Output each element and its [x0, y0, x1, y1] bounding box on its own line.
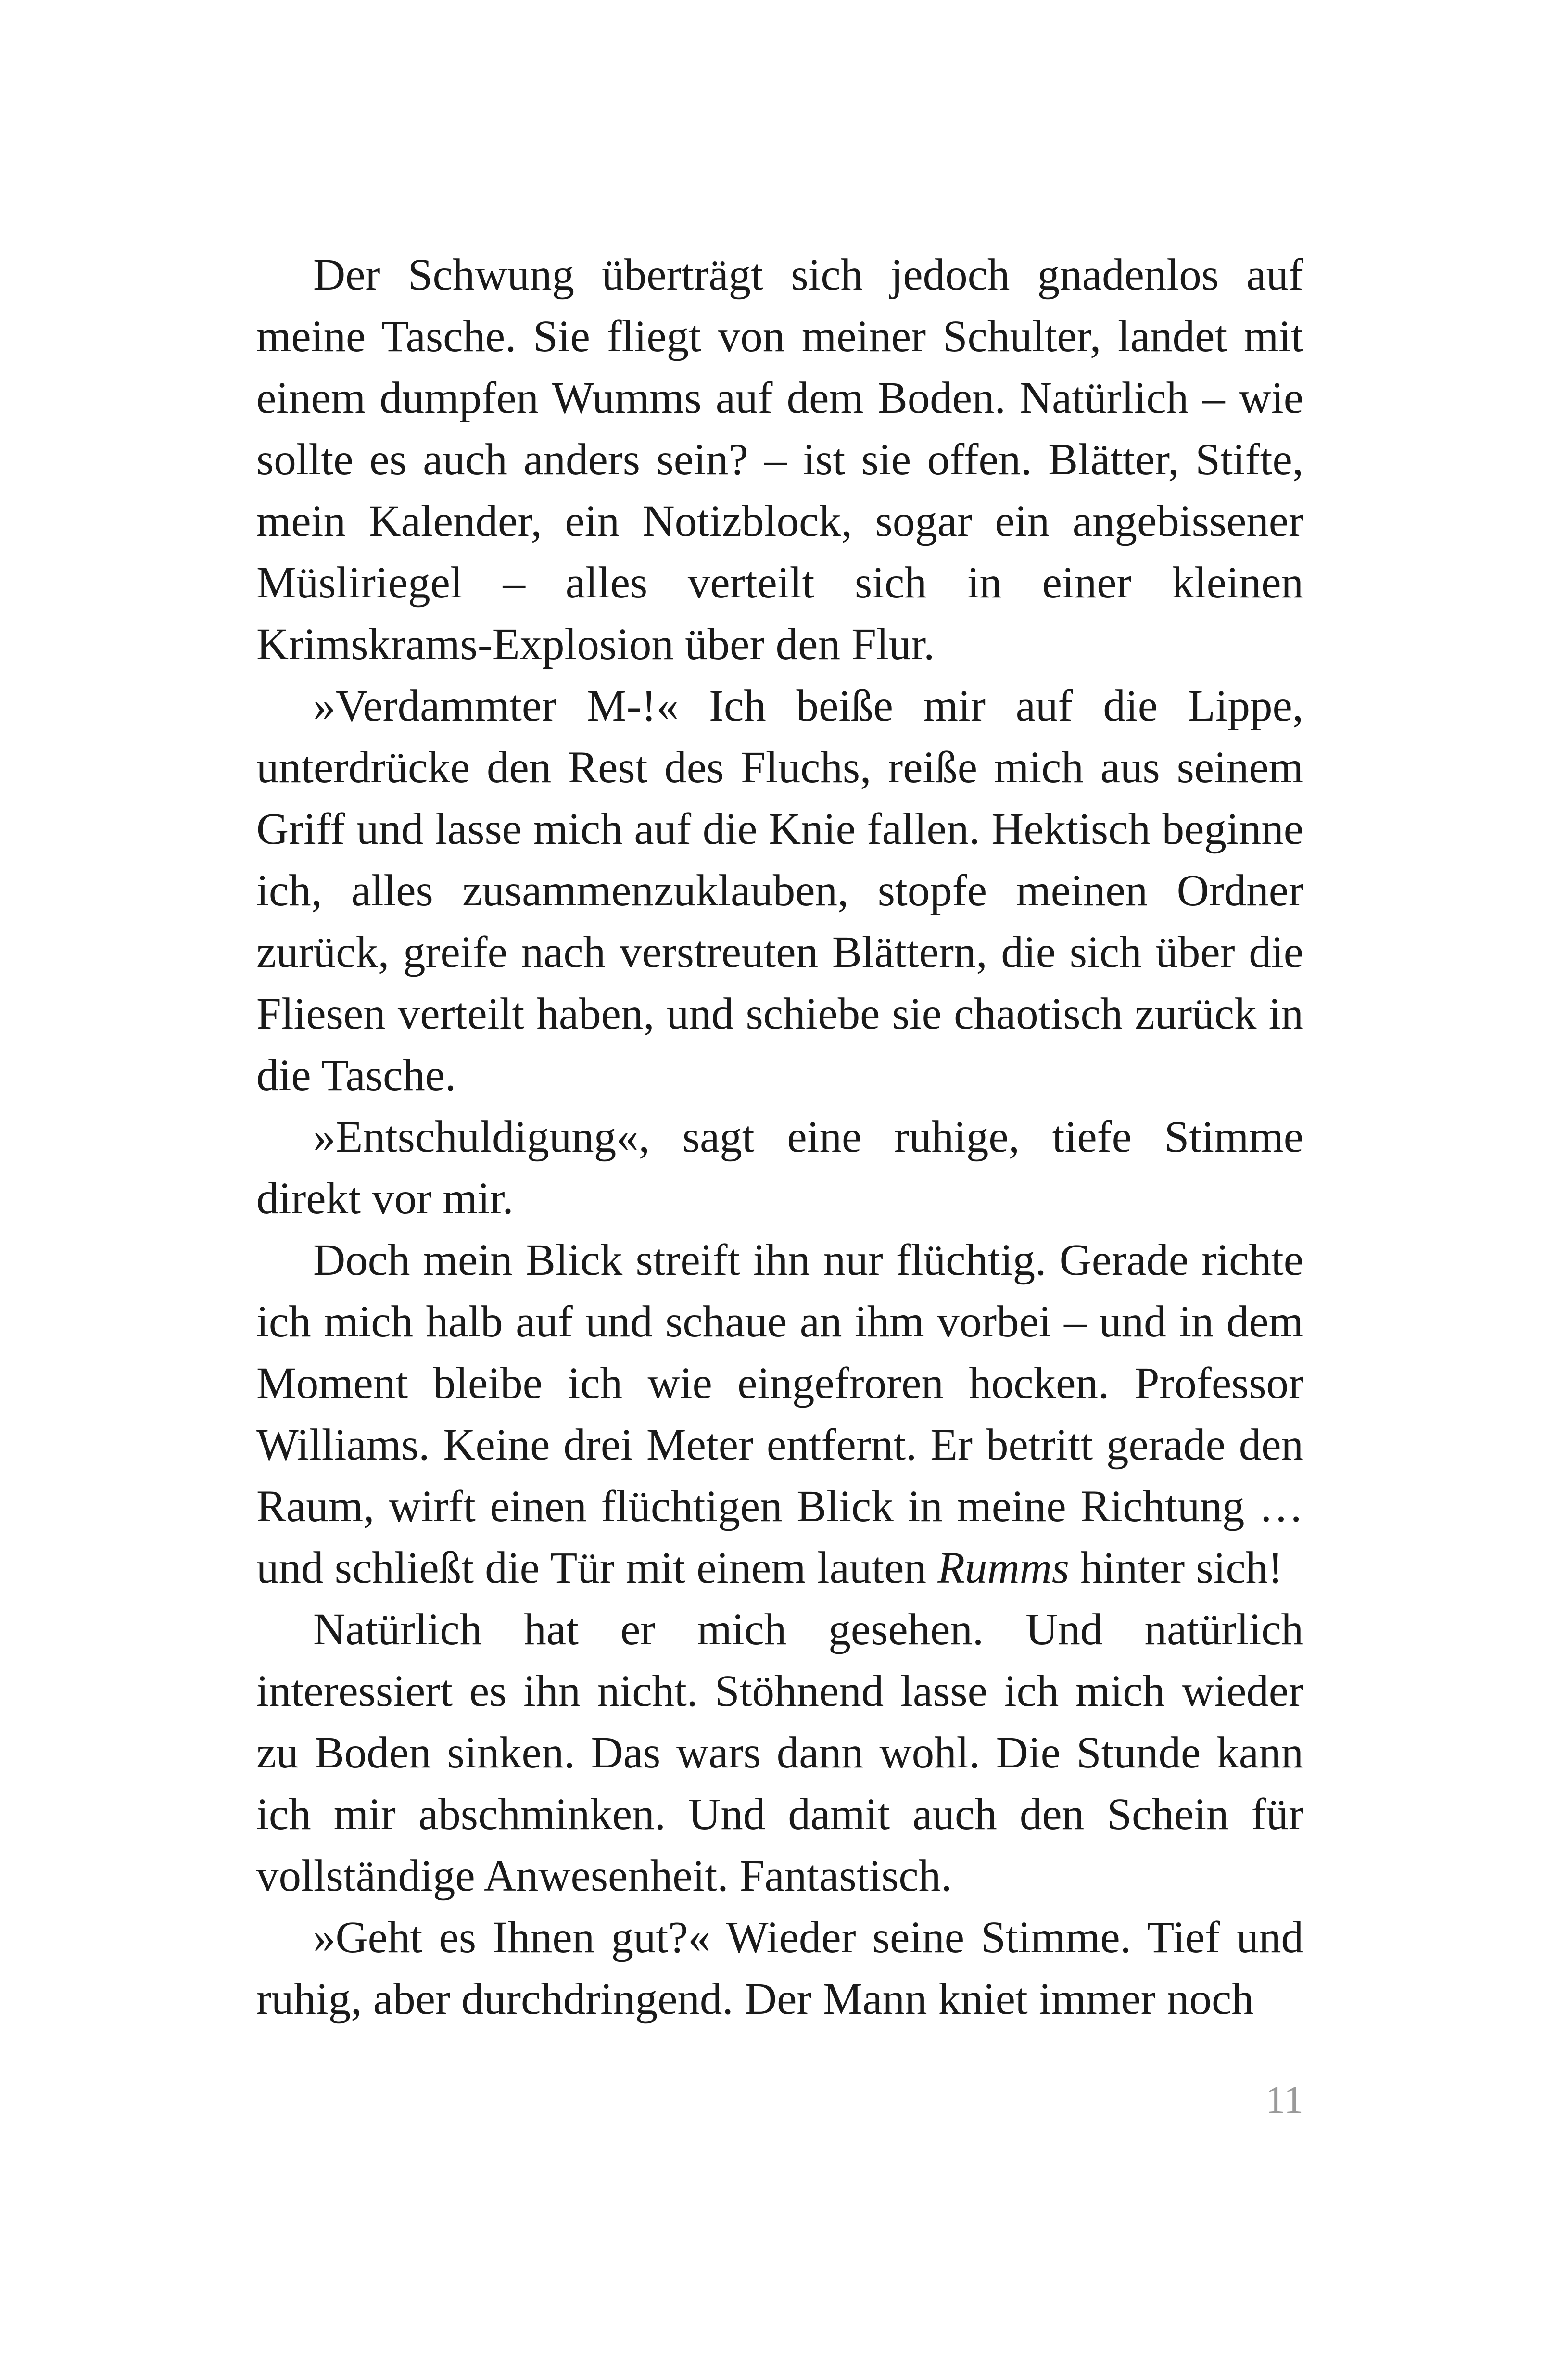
page-number: 11 — [1265, 2078, 1303, 2122]
paragraph-4 — [256, 1230, 1303, 1599]
paragraph-6: »Geht es Ihnen gut?« Wieder seine Stimme. Tief und ruhig, aber durchdringend. Der Mann kniet immer noch — [256, 1913, 1303, 2024]
paragraph-5: Natürlich hat er mich gesehen. Und natürlich interessiert es ihn nicht. Stöhnend lasse ich mich wieder zu Boden sinken. Das wars dann wohl. Die Stunde kann ich mir abschminken. Und damit auch den Schein für vollständige Anwesenheit. Fantastisch. — [256, 1605, 1303, 1901]
paragraph-4-text-after: hinter sich! — [1069, 1543, 1283, 1593]
paragraph-4-emphasis: Rumms — [937, 1543, 1070, 1593]
paragraph-2: »Verdammter M-!« Ich beiße mir auf die Lippe, unterdrücke den Rest des Fluchs, reiße mich aus seinem Griff und lasse mich auf die Knie fallen. Hektisch beginne ich, alles zusammenzuklauben, stopfe meinen Ordner zurück, greife nach verstreuten Blättern, die sich über die Fliesen verteilt haben, und schiebe sie chaotisch zurück in die Tasche. — [256, 681, 1303, 1100]
paragraph-4-text-before: Doch mein Blick streift ihn nur flüchtig. Gerade richte ich mich halb auf und schaue an ihm vorbei – und in dem Moment bleibe ich wie eingefroren hocken. Professor Williams. Keine drei Meter entfernt. Er betritt gerade den Raum, wirft einen flüchtigen Blick in meine Richtung … und schließt die Tür mit einem lauten — [256, 1235, 1303, 1593]
paragraph-3: »Entschuldigung«, sagt eine ruhige, tiefe Stimme direkt vor mir. — [256, 1112, 1303, 1223]
body-text — [256, 244, 1303, 2030]
paragraph-1: Der Schwung überträgt sich jedoch gnadenlos auf meine Tasche. Sie fliegt von meiner Schulter, landet mit einem dumpfen Wumms auf dem Boden. Natürlich – wie sollte es auch anders sein? – ist sie offen. Blätter, Stifte, mein Kalender, ein Notizblock, sogar ein angebissener Müsliriegel – alles verteilt sich in einer kleinen Krimskrams-Explosion über den Flur. — [256, 250, 1303, 669]
